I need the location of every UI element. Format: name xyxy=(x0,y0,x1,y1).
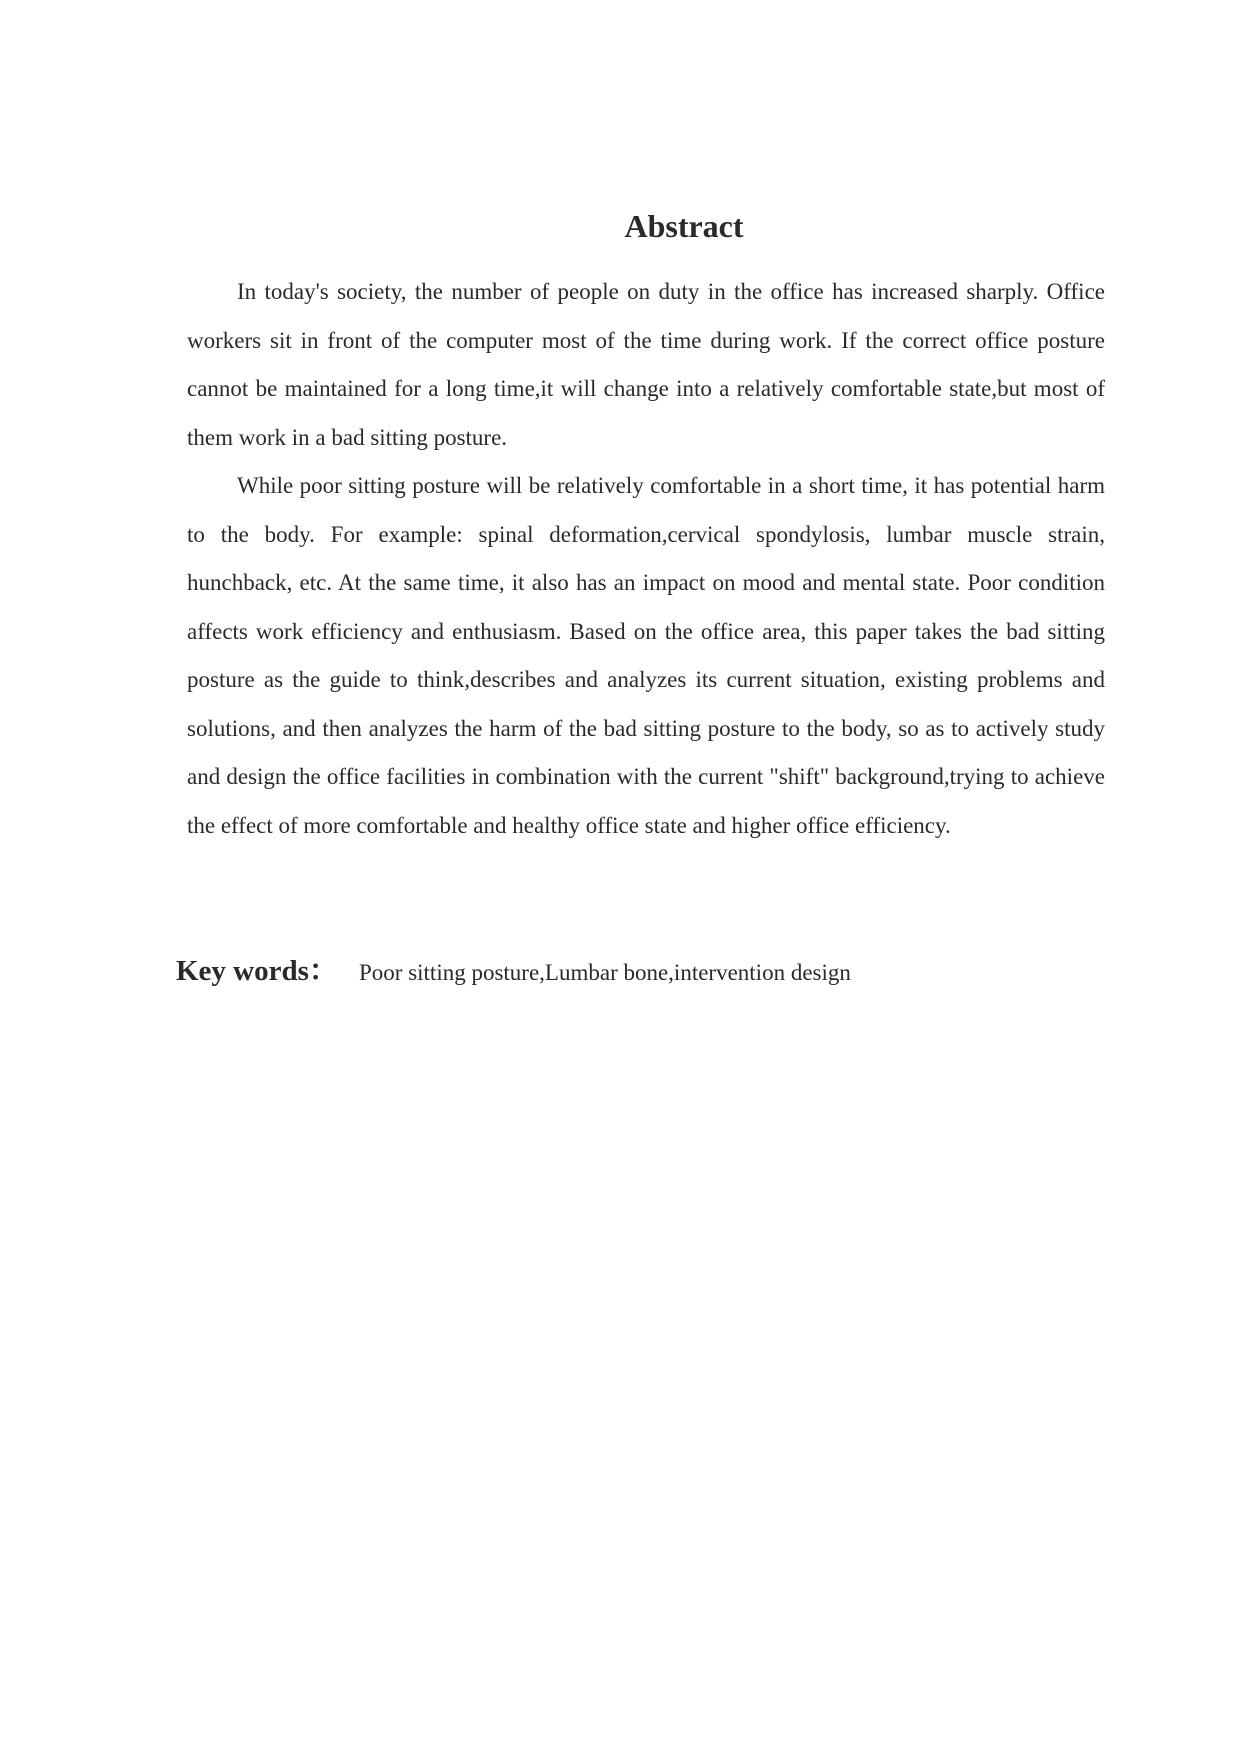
abstract-body xyxy=(187,268,1105,850)
keywords-line xyxy=(176,948,1156,989)
keywords-text: Poor sitting posture,Lumbar bone,intervention design xyxy=(359,960,851,985)
abstract-paragraph-2: While poor sitting posture will be relatively comfortable in a short time, it has potential harm to the body. For example: spinal deformation,cervical spondylosis, lumbar muscle strain, hunchback, etc. At the same time, it also has an impact on mood and mental state. Poor condition affects work efficiency and enthusiasm. Based on the office area, this paper takes the bad sitting posture as the guide to think,describes and analyzes its current situation, existing problems and solutions, and then analyzes the harm of the bad sitting posture to the body, so as to actively study and design the office facilities in combination with the current "shift" background,trying to achieve the effect of more comfortable and healthy office state and higher office efficiency. xyxy=(187,473,1105,838)
abstract-title: Abstract xyxy=(624,208,744,244)
abstract-paragraph-1: In today's society, the number of people on duty in the office has increased sharply. Office workers sit in front of the computer most of the time during work. If the correct office posture cannot be maintained for a long time,it will change into a relatively comfortable state,but most of them work in a bad sitting posture. xyxy=(187,279,1105,450)
keywords-label: Key words： xyxy=(176,955,338,987)
